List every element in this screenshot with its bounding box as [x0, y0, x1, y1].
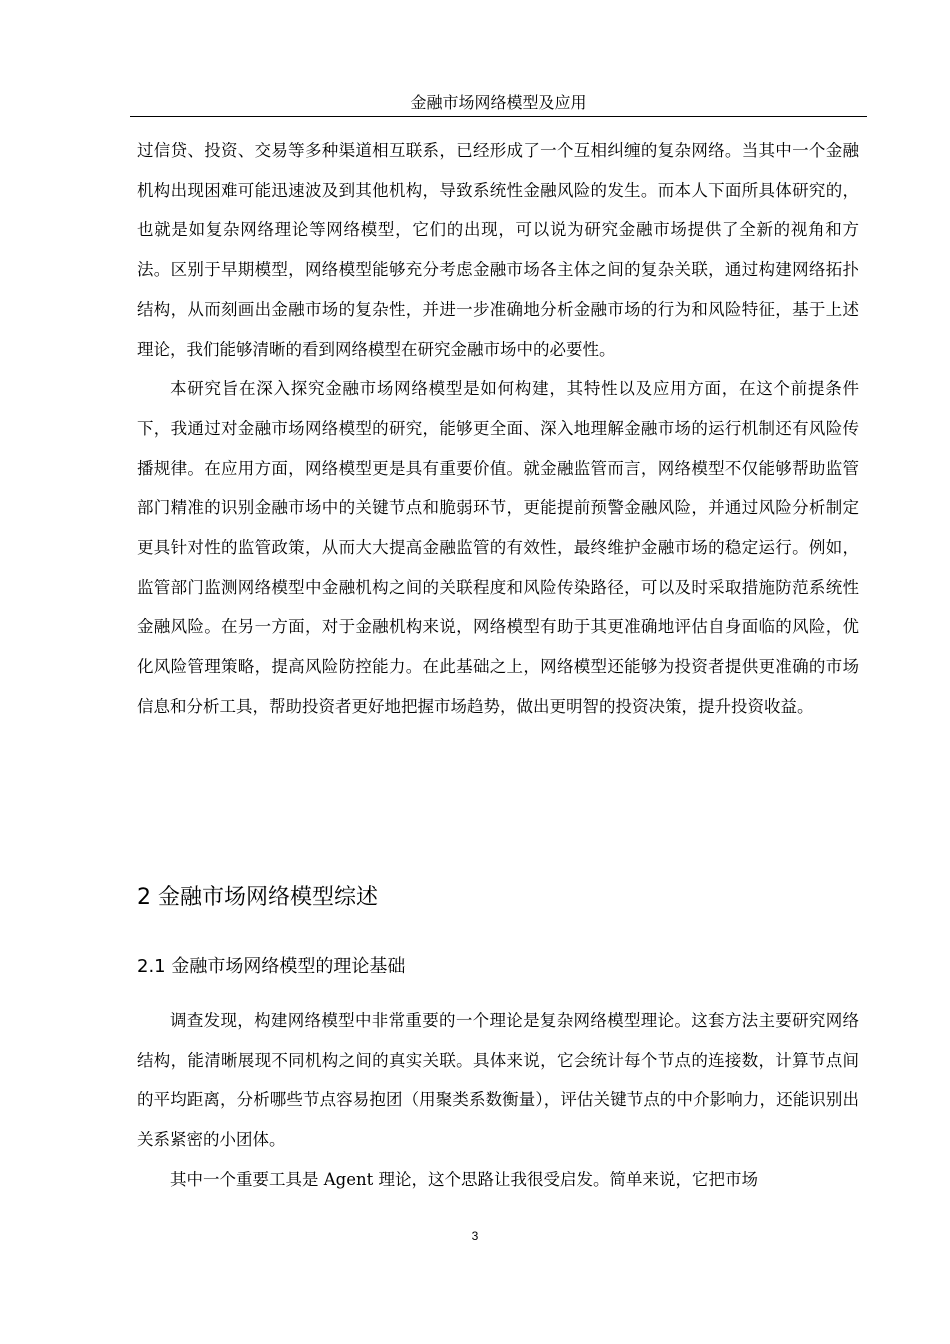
subsection-heading: 2.1 金融市场网络模型的理论基础: [137, 956, 406, 977]
section-2-1-body: [137, 1001, 859, 1200]
paragraph-1: 过信贷、投资、交易等多种渠道相互联系，已经形成了一个互相纠缠的复杂网络。当其中一个金融机构出现困难可能迅速波及到其他机构，导致系统性金融风险的发生。而本人下面所具体研究的，也就是如复杂网络理论等网络模型，它们的出现，可以说为研究金融市场提供了全新的视角和方法。区别于早期模型，网络模型能够充分考虑金融市场各主体之间的复杂关联，通过构建网络拓扑结构，从而刻画出金融市场的复杂性，并进一步准确地分析金融市场的行为和风险特征，基于上述理论，我们能够清晰的看到网络模型在研究金融市场中的必要性。: [137, 141, 859, 359]
section-heading: 2 金融市场网络模型综述: [137, 885, 378, 910]
paragraph-2: 本研究旨在深入探究金融市场网络模型是如何构建，其特性以及应用方面，在这个前提条件下，我通过对金融市场网络模型的研究，能够更全面、深入地理解金融市场的运行机制还有风险传播规律。在应用方面，网络模型更是具有重要价值。就金融监管而言，网络模型不仅能够帮助监管部门精准的识别金融市场中的关键节点和脆弱环节，更能提前预警金融风险，并通过风险分析制定更具针对性的监管政策，从而大大提高金融监管的有效性，最终维护金融市场的稳定运行。例如，监管部门监测网络模型中金融机构之间的关联程度和风险传染路径，可以及时采取措施防范系统性金融风险。在另一方面，对于金融机构来说，网络模型有助于其更准确地评估自身面临的风险，优化风险管理策略，提高风险防控能力。在此基础之上，网络模型还能够为投资者提供更准确的市场信息和分析工具，帮助投资者更好地把握市场趋势，做出更明智的投资决策，提升投资收益。: [137, 379, 859, 716]
running-header: 金融市场网络模型及应用: [410, 93, 587, 112]
paragraph-4: 其中一个重要工具是 Agent 理论，这个思路让我很受启发。简单来说，它把市场: [170, 1169, 758, 1189]
page-number: 3: [471, 1229, 479, 1243]
paragraph-3: 调查发现，构建网络模型中非常重要的一个理论是复杂网络模型理论。这套方法主要研究网络结构，能清晰展现不同机构之间的真实关联。具体来说，它会统计每个节点的连接数，计算节点间的平均距离，分析哪些节点容易抱团（用聚类系数衡量），评估关键节点的中介影响力，还能识别出关系紧密的小团体。: [137, 1011, 859, 1150]
section-1-body: [137, 131, 859, 727]
header-divider: [130, 116, 867, 117]
